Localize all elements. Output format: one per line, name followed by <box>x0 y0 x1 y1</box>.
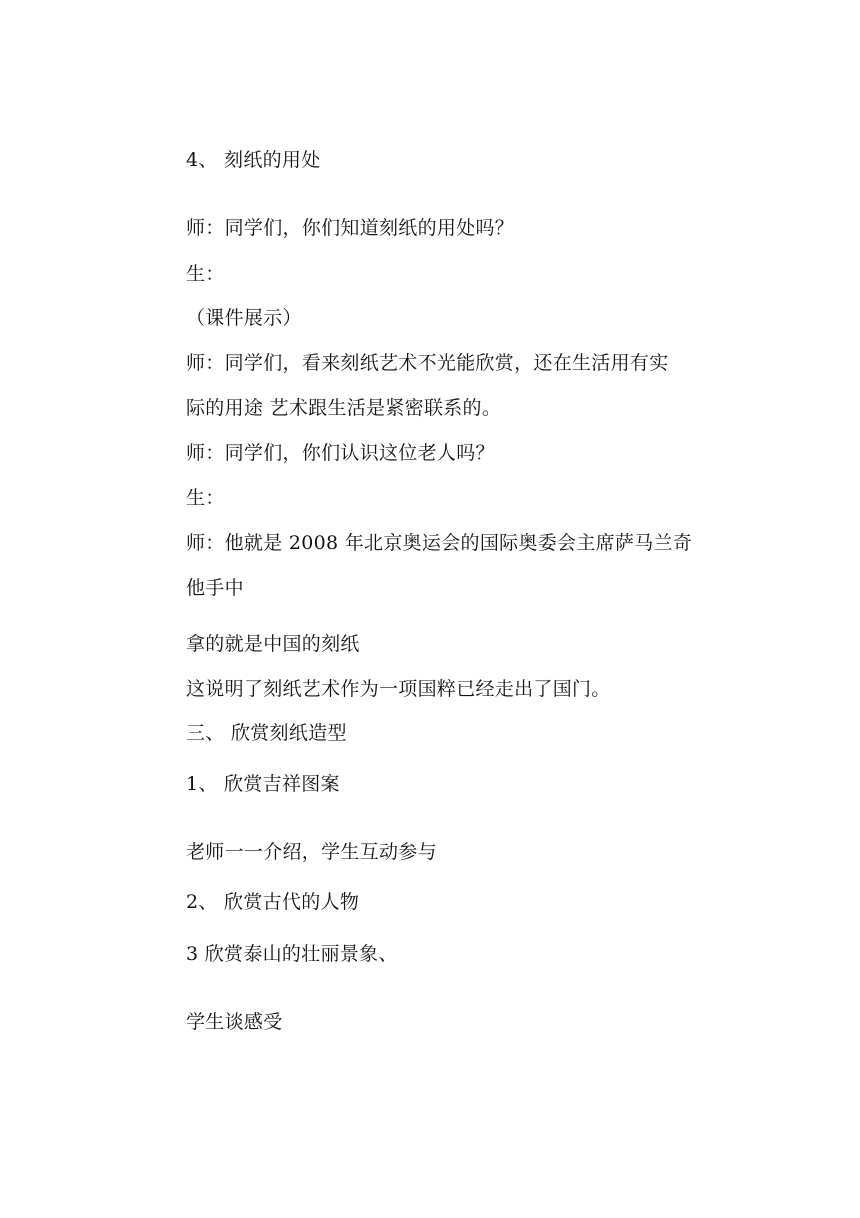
subsection-heading-2: 2、 欣赏古代的人物 <box>186 891 360 913</box>
paragraph-line: 学生谈感受 <box>186 1011 283 1033</box>
courseware-note: （课件展示） <box>186 307 302 329</box>
paragraph-line: 拿的就是中国的刻纸 <box>186 633 360 655</box>
student-line: 生： <box>186 487 225 509</box>
section-heading-4: 4、 刻纸的用处 <box>186 149 321 171</box>
teacher-line: 师：同学们，你们认识这位老人吗？ <box>186 442 495 464</box>
student-line: 生： <box>186 263 225 285</box>
paragraph-continuation: 他手中 <box>186 577 244 599</box>
teacher-line: 师：同学们，你们知道刻纸的用处吗？ <box>186 217 515 239</box>
paragraph-continuation: 际的用途 艺术跟生活是紧密联系的。 <box>186 397 502 419</box>
section-heading-3: 三、 欣赏刻纸造型 <box>186 722 347 744</box>
subsection-heading-1: 1、 欣赏吉祥图案 <box>186 773 340 795</box>
teacher-line: 师：他就是 2008 年北京奥运会的国际奥委会主席萨马兰奇 <box>186 532 693 554</box>
paragraph-line: 这说明了刻纸艺术作为一项国粹已经走出了国门。 <box>186 678 611 700</box>
teacher-line: 师：同学们，看来刻纸艺术不光能欣赏，还在生活用有实 <box>186 352 669 374</box>
paragraph-line: 老师一一介绍，学生互动参与 <box>186 841 437 863</box>
subsection-heading-3: 3 欣赏泰山的壮丽景象、 <box>186 943 398 965</box>
